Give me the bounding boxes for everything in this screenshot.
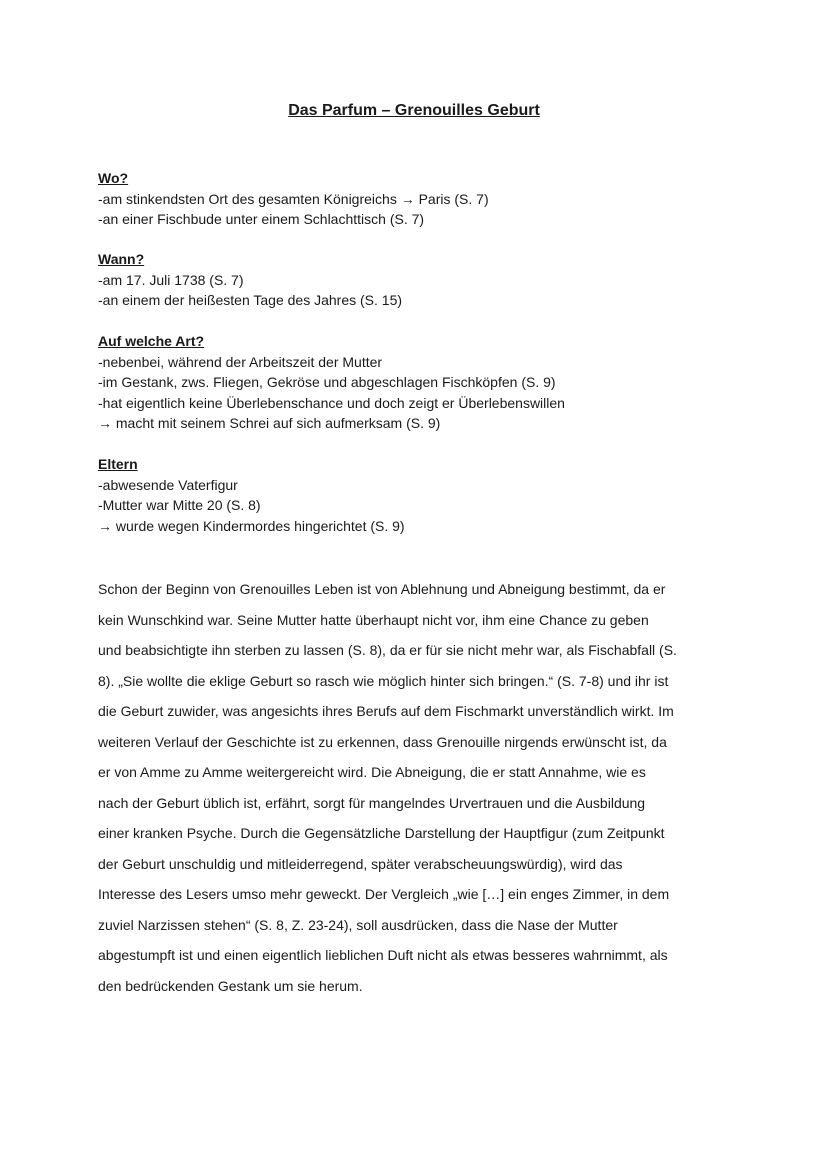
page-title: Das Parfum – Grenouilles Geburt <box>288 102 540 119</box>
paragraph-line: nach der Geburt üblich ist, erfährt, sorgt für mangelndes Urvertrauen und die Ausbildung <box>98 794 646 811</box>
section-auf-welche-art <box>98 331 758 434</box>
section-wo <box>98 168 758 230</box>
paragraph-line: zuviel Narzissen stehen“ (S. 8, Z. 23-24), soll ausdrücken, dass die Nase der Mutter <box>98 916 618 933</box>
section-heading: Eltern <box>98 456 138 472</box>
list-item: -an einem der heißesten Tage des Jahres (S. 15) <box>98 292 403 308</box>
paragraph-line: Schon der Beginn von Grenouilles Leben ist von Ablehnung und Abneigung bestimmt, da er <box>98 581 666 597</box>
paragraph-line: er von Amme zu Amme weitergereicht wird. Die Abneigung, die er statt Annahme, wie es <box>98 764 646 780</box>
paragraph-line: und beabsichtigte ihn sterben zu lassen (S. 8), da er für sie nicht mehr war, als Fischabfall (S. <box>98 642 677 658</box>
section-eltern <box>98 454 758 536</box>
list-item: → wurde wegen Kindermordes hingerichtet (S. 9) <box>98 517 405 534</box>
list-item: -nebenbei, während der Arbeitszeit der Mutter <box>98 353 383 370</box>
list-item: -an einer Fischbude unter einem Schlachttisch (S. 7) <box>98 211 425 227</box>
paragraph-line: 8). „Sie wollte die eklige Geburt so rasch wie möglich hinter sich bringen.“ (S. 7-8) und ihr ist <box>98 672 669 689</box>
paragraph-line: den bedrückenden Gestank um sie herum. <box>98 977 363 994</box>
paragraph-line: Interesse des Lesers umso mehr geweckt. Der Vergleich „wie […] ein enges Zimmer, in dem <box>98 886 670 902</box>
list-item: -am stinkendsten Ort des gesamten Königreichs → Paris (S. 7) <box>98 190 489 207</box>
paragraph-line: weiteren Verlauf der Geschichte ist zu erkennen, dass Grenouille nirgends erwünscht ist, da <box>98 733 667 750</box>
paragraph-line: die Geburt zuwider, was angesichts ihres Berufs auf dem Fischmarkt unverständlich wirkt. Im <box>98 703 674 719</box>
list-item: -Mutter war Mitte 20 (S. 8) <box>98 497 261 513</box>
body-paragraph <box>98 574 738 1001</box>
list-item: → macht mit seinem Schrei auf sich aufmerksam (S. 9) <box>98 415 441 431</box>
section-heading: Auf welche Art? <box>98 333 205 349</box>
list-item: -hat eigentlich keine Überlebenschance und doch zeigt er Überlebenswillen <box>98 394 565 411</box>
section-heading: Wann? <box>98 251 145 267</box>
section-wann <box>98 249 758 311</box>
paragraph-line: der Geburt unschuldig und mitleiderregend, später verabscheuungswürdig), wird das <box>98 855 623 872</box>
paragraph-line: abgestumpft ist und einen eigentlich lieblichen Duft nicht als etwas besseres wahrnimmt, als <box>98 947 668 963</box>
list-item: -am 17. Juli 1738 (S. 7) <box>98 271 244 288</box>
paragraph-line: kein Wunschkind war. Seine Mutter hatte überhaupt nicht vor, ihm eine Chance zu geben <box>98 611 649 628</box>
list-item: -im Gestank, zws. Fliegen, Gekröse und abgeschlagen Fischköpfen (S. 9) <box>98 374 556 390</box>
paragraph-line: einer kranken Psyche. Durch die Gegensätzliche Darstellung der Hauptfigur (zum Zeitpunkt <box>98 825 665 841</box>
list-item: -abwesende Vaterfigur <box>98 476 238 493</box>
section-heading: Wo? <box>98 170 129 186</box>
